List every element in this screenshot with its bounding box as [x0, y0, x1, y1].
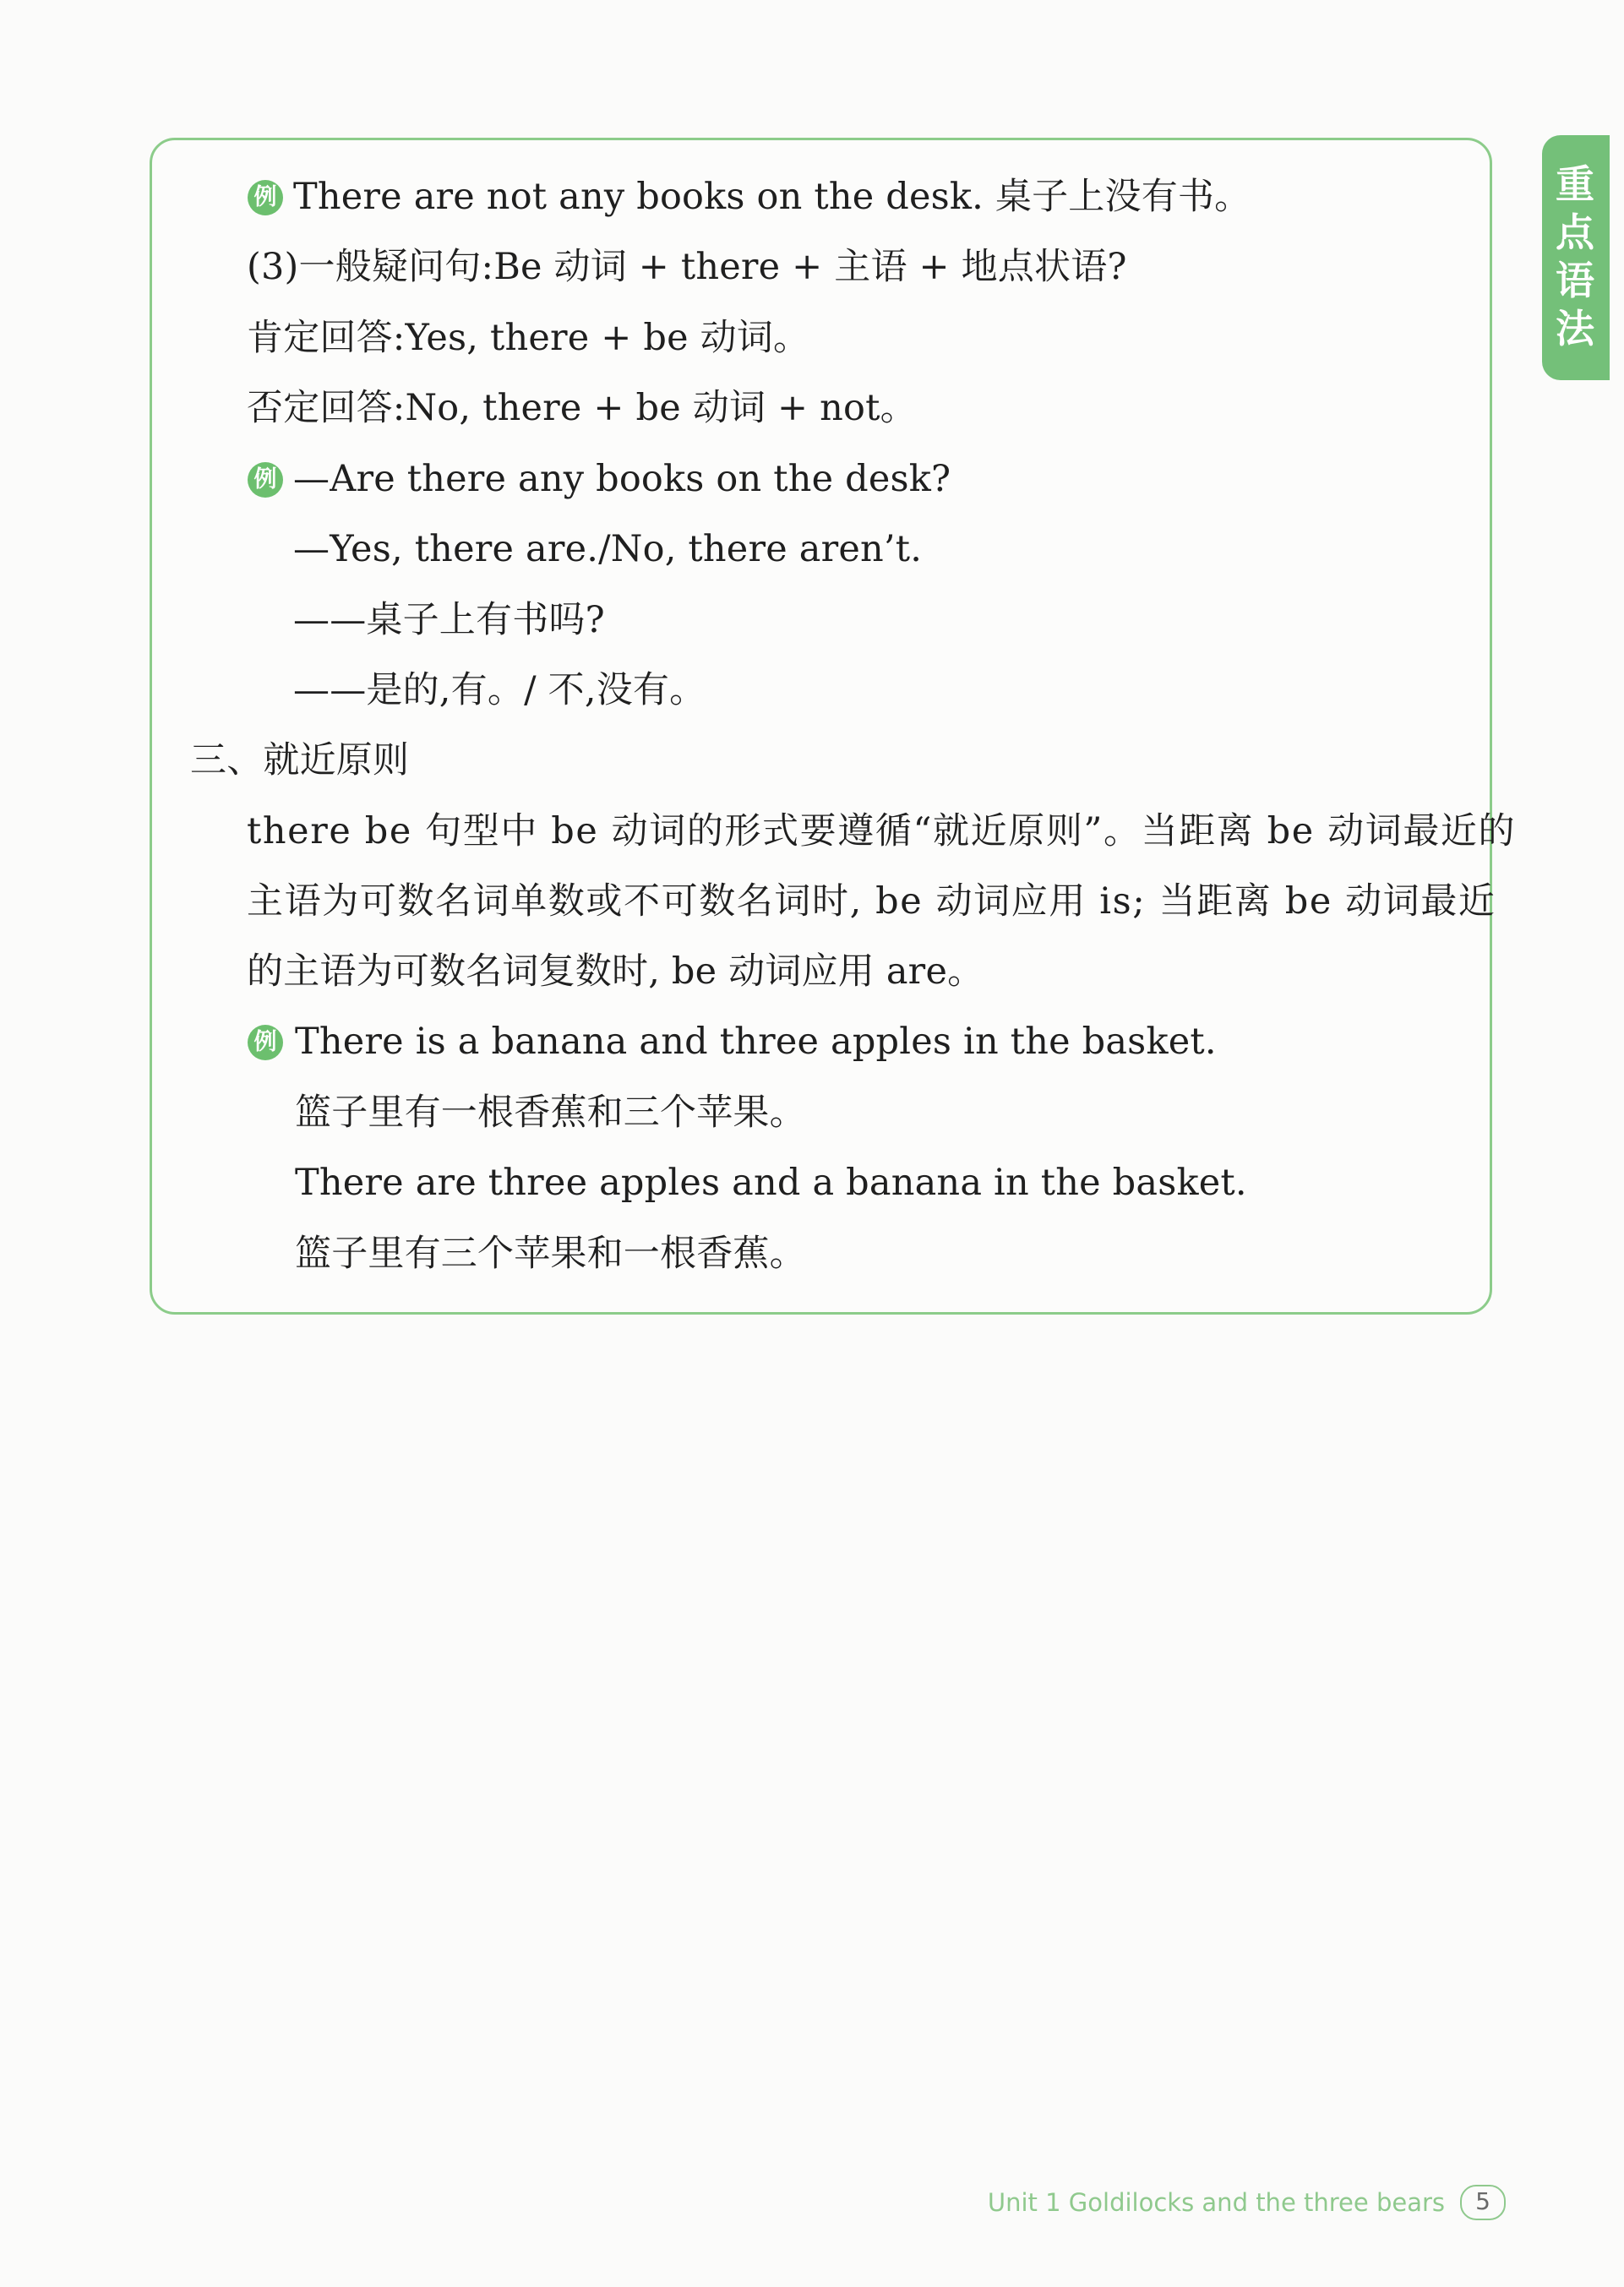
negative-answer-rule: 否定回答:No, there + be 动词 + not。	[247, 387, 917, 429]
example-sentence: There are not any books on the desk. 桌子上没有书。	[293, 176, 1251, 218]
unit-title: Unit 1 Goldilocks and the three bears	[987, 2188, 1445, 2217]
rule-paragraph-line: 主语为可数名词单数或不可数名词时, be 动词应用 is; 当距离 be 动词最近	[247, 880, 1496, 923]
question-form-rule: (3)一般疑问句:Be 动词 + there + 主语 + 地点状语?	[247, 246, 1127, 288]
page-footer	[988, 2185, 1506, 2220]
example-dialogue-answer-zh: ——是的,有。/ 不,没有。	[293, 669, 706, 711]
section-tab-char: 重	[1556, 161, 1596, 207]
rule-paragraph-line: there be 句型中 be 动词的形式要遵循“就近原则”。当距离 be 动词最近的	[247, 810, 1517, 852]
section-tab-char: 法	[1556, 306, 1596, 351]
example-icon: 例	[248, 462, 283, 498]
example-icon: 例	[248, 1025, 283, 1060]
section-tab-char: 语	[1556, 258, 1596, 303]
section-tab	[1542, 135, 1610, 380]
page-number: 5	[1460, 2185, 1506, 2220]
rule-paragraph-line: 的主语为可数名词复数时, be 动词应用 are。	[247, 950, 984, 993]
example-icon: 例	[248, 180, 283, 215]
example-translation: 篮子里有三个苹果和一根香蕉。	[295, 1233, 806, 1275]
example-dialogue-question: —Are there any books on the desk?	[293, 458, 951, 500]
example-dialogue-question-zh: ——桌子上有书吗?	[293, 599, 605, 641]
positive-answer-rule: 肯定回答:Yes, there + be 动词。	[247, 317, 810, 359]
example-sentence: There are three apples and a banana in the basket.	[295, 1162, 1247, 1204]
example-translation: 篮子里有一根香蕉和三个苹果。	[295, 1092, 806, 1134]
example-dialogue-answer: —Yes, there are./No, there aren’t.	[293, 528, 923, 570]
section-heading: 三、就近原则	[190, 739, 410, 781]
section-tab-label	[1542, 161, 1610, 353]
example-sentence: There is a banana and three apples in the basket.	[295, 1021, 1217, 1063]
section-tab-char: 点	[1556, 210, 1596, 255]
